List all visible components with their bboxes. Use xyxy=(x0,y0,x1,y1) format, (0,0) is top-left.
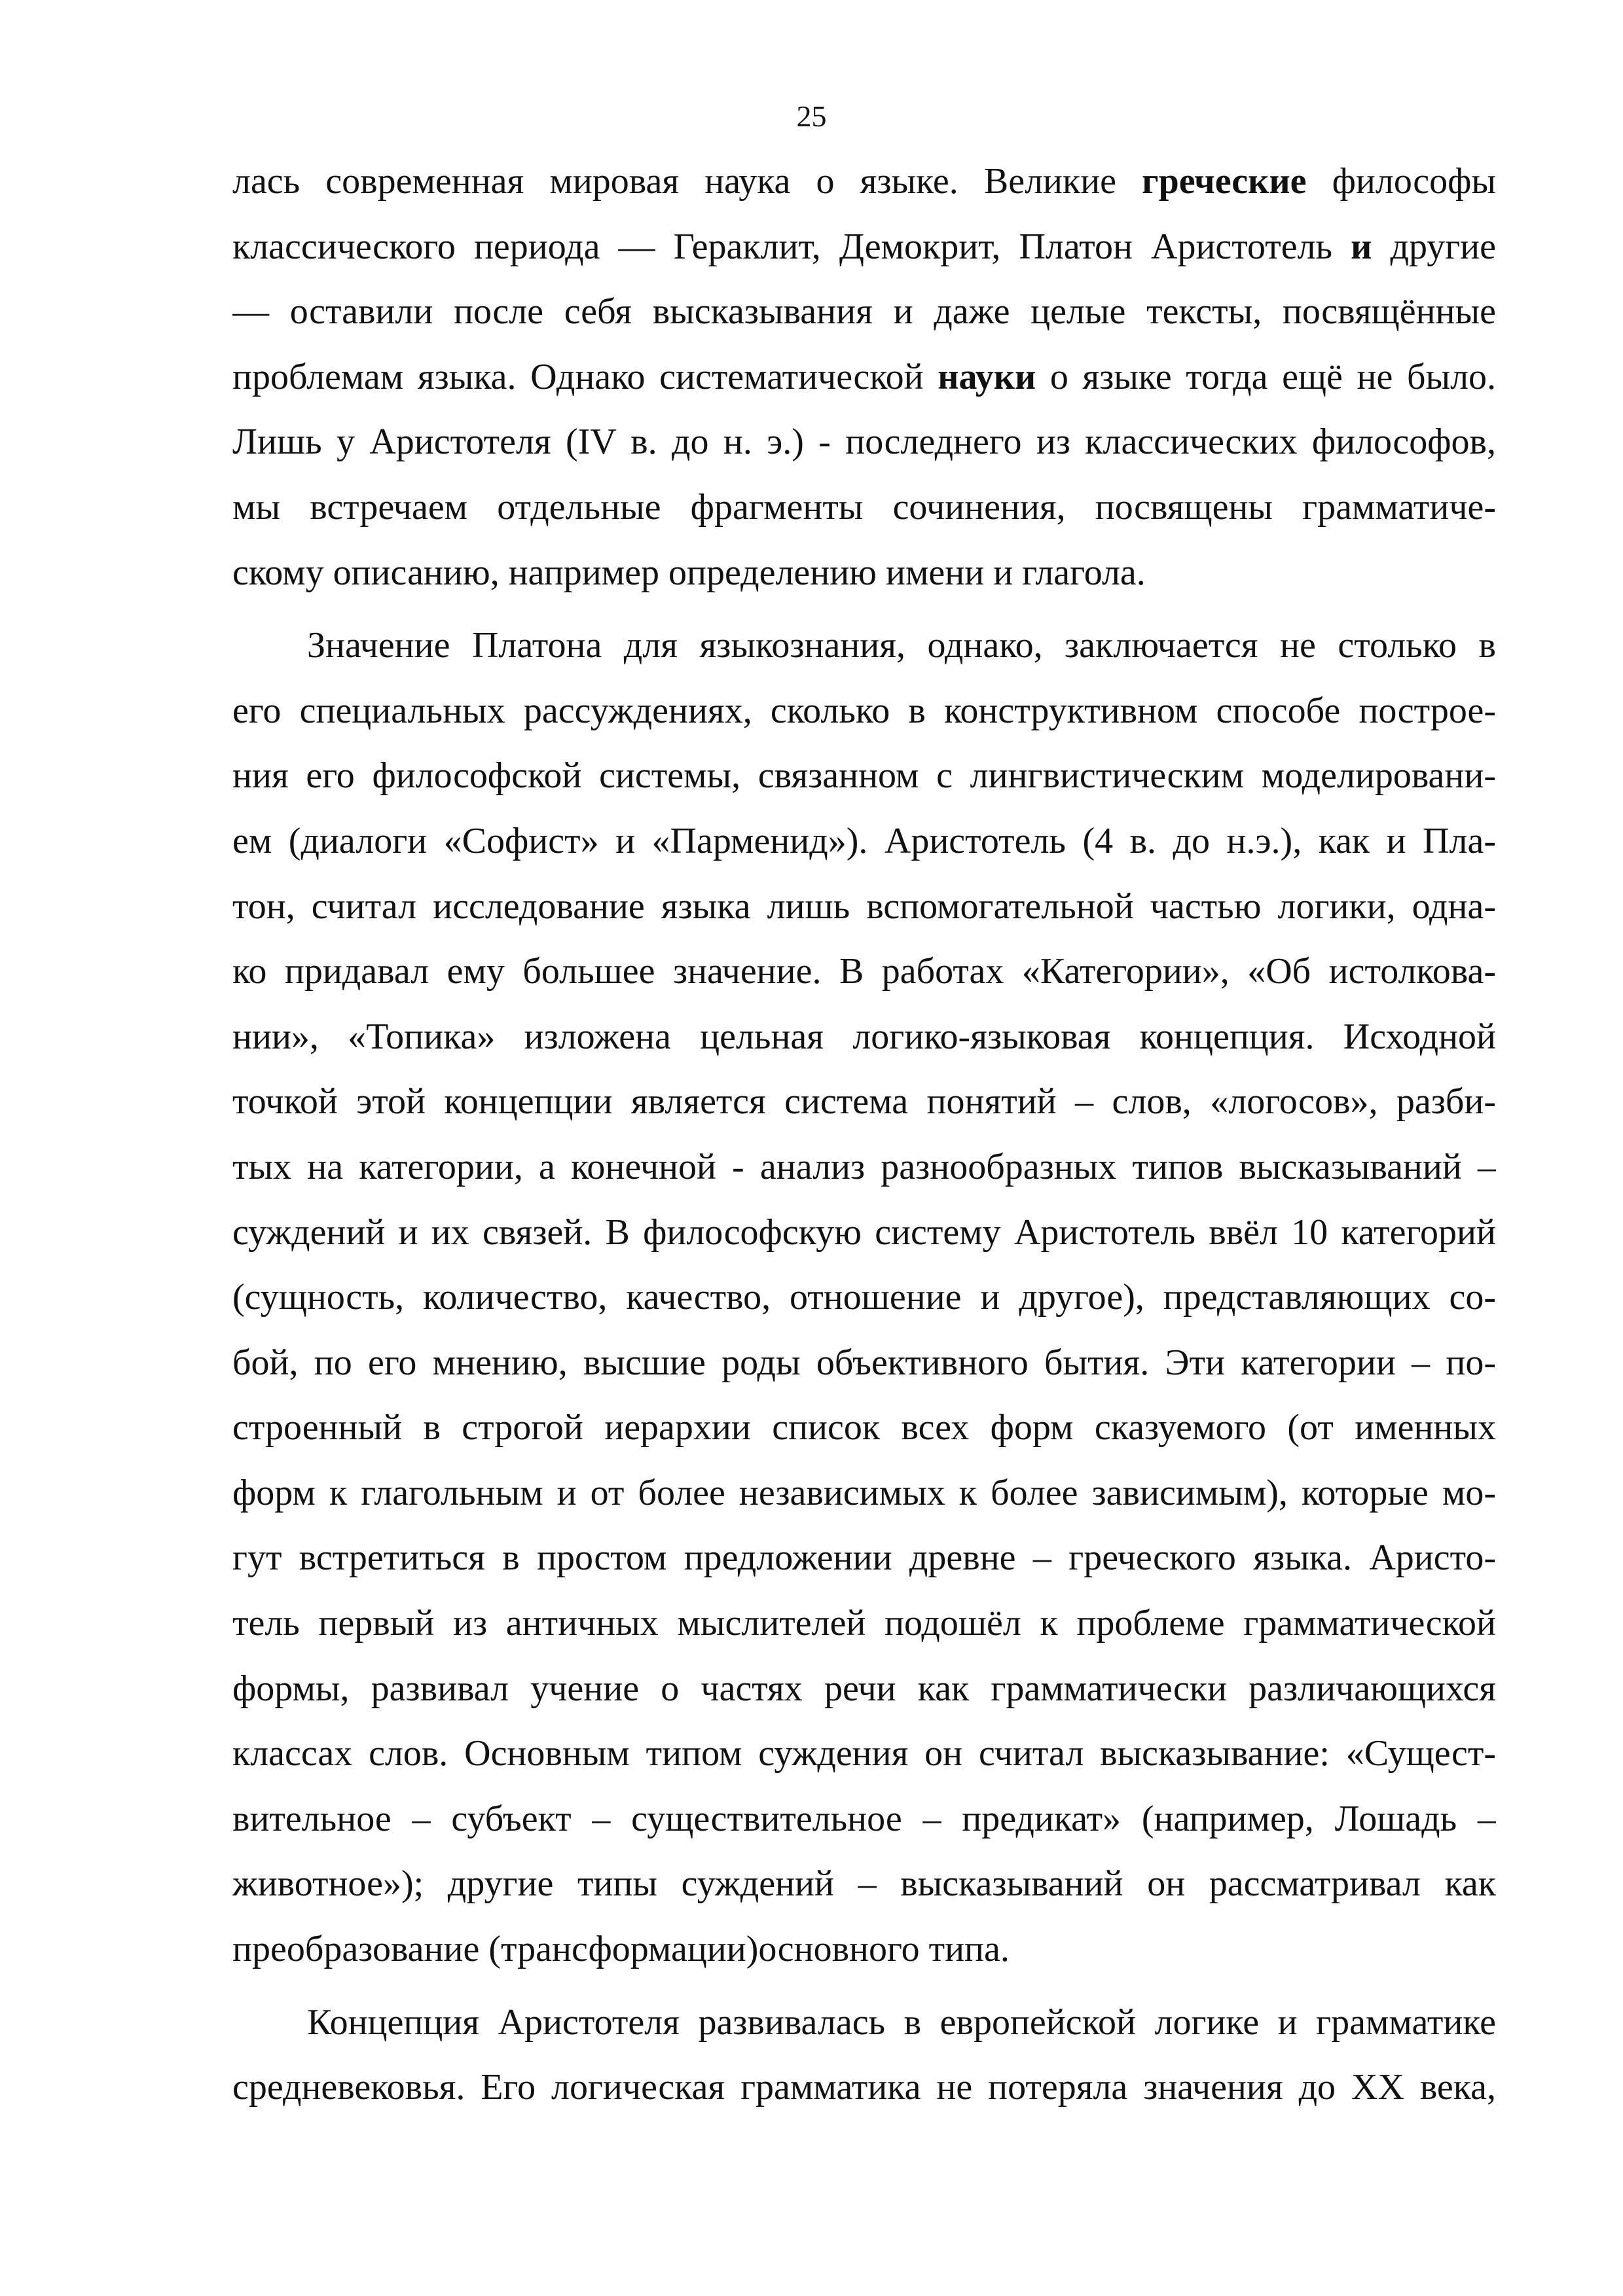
text-run: формы, развивал учение о частях речи как грамматически различающихся xyxy=(232,1668,1496,1709)
text-line xyxy=(232,1265,1496,1331)
text-run: классического периода — Гераклит, Демокрит, Платон Аристотель xyxy=(232,226,1351,267)
paragraph xyxy=(232,613,1496,1982)
text-run: его специальных рассуждениях, сколько в конструктивном способе построе- xyxy=(232,690,1496,731)
bold-text: греческие xyxy=(1142,161,1307,202)
text-line xyxy=(232,1852,1496,1917)
text-line xyxy=(232,215,1496,280)
text-line xyxy=(232,1721,1496,1787)
text-line xyxy=(232,2055,1496,2121)
bold-text: и xyxy=(1351,226,1372,267)
text-line xyxy=(232,1069,1496,1135)
paragraph xyxy=(232,1990,1496,2121)
text-run: скому описанию, например определению имени и глагола. xyxy=(232,552,1146,593)
text-line xyxy=(232,345,1496,410)
text-run: нии», «Топика» изложена цельная логико-языковая концепция. Исходной xyxy=(232,1016,1496,1057)
text-run: другие xyxy=(1372,226,1496,267)
document-body xyxy=(232,149,1496,2121)
text-run: Лишь у Аристотеля (IV в. до н. э.) - последнего из классических философов, xyxy=(232,422,1496,463)
paragraph-gap xyxy=(232,605,1496,613)
text-line xyxy=(232,1331,1496,1396)
text-run: строенный в строгой иерархии список всех форм сказуемого (от именных xyxy=(232,1407,1496,1448)
text-run: Концепция Аристотеля развивалась в европейской логике и грамматике xyxy=(307,2001,1496,2043)
text-line xyxy=(232,1526,1496,1591)
text-run: форм к глагольным и от более независимых к более зависимым), которые мо- xyxy=(232,1472,1496,1513)
text-line xyxy=(232,1005,1496,1070)
text-line xyxy=(232,809,1496,874)
bold-text: науки xyxy=(938,356,1036,397)
text-run: бой, по его мнению, высшие роды объективного бытия. Эти категории – по- xyxy=(232,1342,1496,1383)
text-line xyxy=(232,279,1496,345)
text-line xyxy=(232,1461,1496,1526)
text-run: классах слов. Основным типом суждения он считал высказывание: «Сущест- xyxy=(232,1733,1496,1774)
text-run: животное»); другие типы суждений – высказываний он рассматривал как xyxy=(232,1863,1496,1905)
page-number: 25 xyxy=(796,99,827,133)
text-run: гут встретиться в простом предложении древне – греческого языка. Аристо- xyxy=(232,1537,1496,1579)
text-line xyxy=(232,541,1496,606)
text-run: философы xyxy=(1306,161,1496,202)
text-line xyxy=(232,410,1496,475)
text-line xyxy=(232,1135,1496,1200)
text-run: Значение Платона для языкознания, однако, заключается не столько в xyxy=(307,625,1496,666)
text-line xyxy=(232,939,1496,1005)
text-line xyxy=(232,1990,1496,2056)
text-line xyxy=(232,744,1496,809)
text-run: — оставили после себя высказывания и даже целые тексты, посвящённые xyxy=(232,291,1496,332)
text-line xyxy=(232,1200,1496,1266)
paragraph-gap xyxy=(232,1982,1496,1990)
text-line xyxy=(232,1917,1496,1982)
text-run: о языке тогда ещё не было. xyxy=(1036,356,1496,397)
text-line xyxy=(232,1591,1496,1657)
text-line xyxy=(232,1395,1496,1461)
text-line xyxy=(232,475,1496,541)
text-run: преобразование (трансформации)основного типа. xyxy=(232,1929,1010,1970)
text-run: (сущность, количество, качество, отношение и другое), представляющих со- xyxy=(232,1277,1496,1318)
text-run: вительное – субъект – существительное – предикат» (например, Лошадь – xyxy=(232,1798,1496,1839)
text-run: тых на категории, а конечной - анализ разнообразных типов высказываний – xyxy=(232,1146,1496,1187)
text-run: ко придавал ему большее значение. В работах «Категории», «Об истолкова- xyxy=(232,951,1496,992)
text-run: тон, считал исследование языка лишь вспомогательной частью логики, одна- xyxy=(232,886,1496,927)
text-run: тель первый из античных мыслителей подошёл к проблеме грамматической xyxy=(232,1603,1496,1644)
text-run: средневековья. Его логическая грамматика не потеряла значения до XX века, xyxy=(232,2067,1496,2108)
text-run: мы встречаем отдельные фрагменты сочинения, посвящены грамматиче- xyxy=(232,486,1496,528)
text-run: ем (диалоги «Софист» и «Парменид»). Аристотель (4 в. до н.э.), как и Пла- xyxy=(232,820,1496,861)
text-line xyxy=(232,149,1496,215)
text-run: точкой этой концепции является система понятий – слов, «логосов», разби- xyxy=(232,1081,1496,1122)
text-line xyxy=(232,874,1496,940)
text-run: проблемам языка. Однако систематической xyxy=(232,356,938,397)
text-line xyxy=(232,613,1496,679)
text-line xyxy=(232,679,1496,744)
text-run: суждений и их связей. В философскую систему Аристотель ввёл 10 категорий xyxy=(232,1211,1496,1253)
text-run: ния его философской системы, связанном с лингвистическим моделировани- xyxy=(232,755,1496,797)
text-line xyxy=(232,1787,1496,1852)
text-line xyxy=(232,1657,1496,1722)
paragraph xyxy=(232,149,1496,605)
text-run: лась современная мировая наука о языке. Великие xyxy=(232,161,1142,202)
